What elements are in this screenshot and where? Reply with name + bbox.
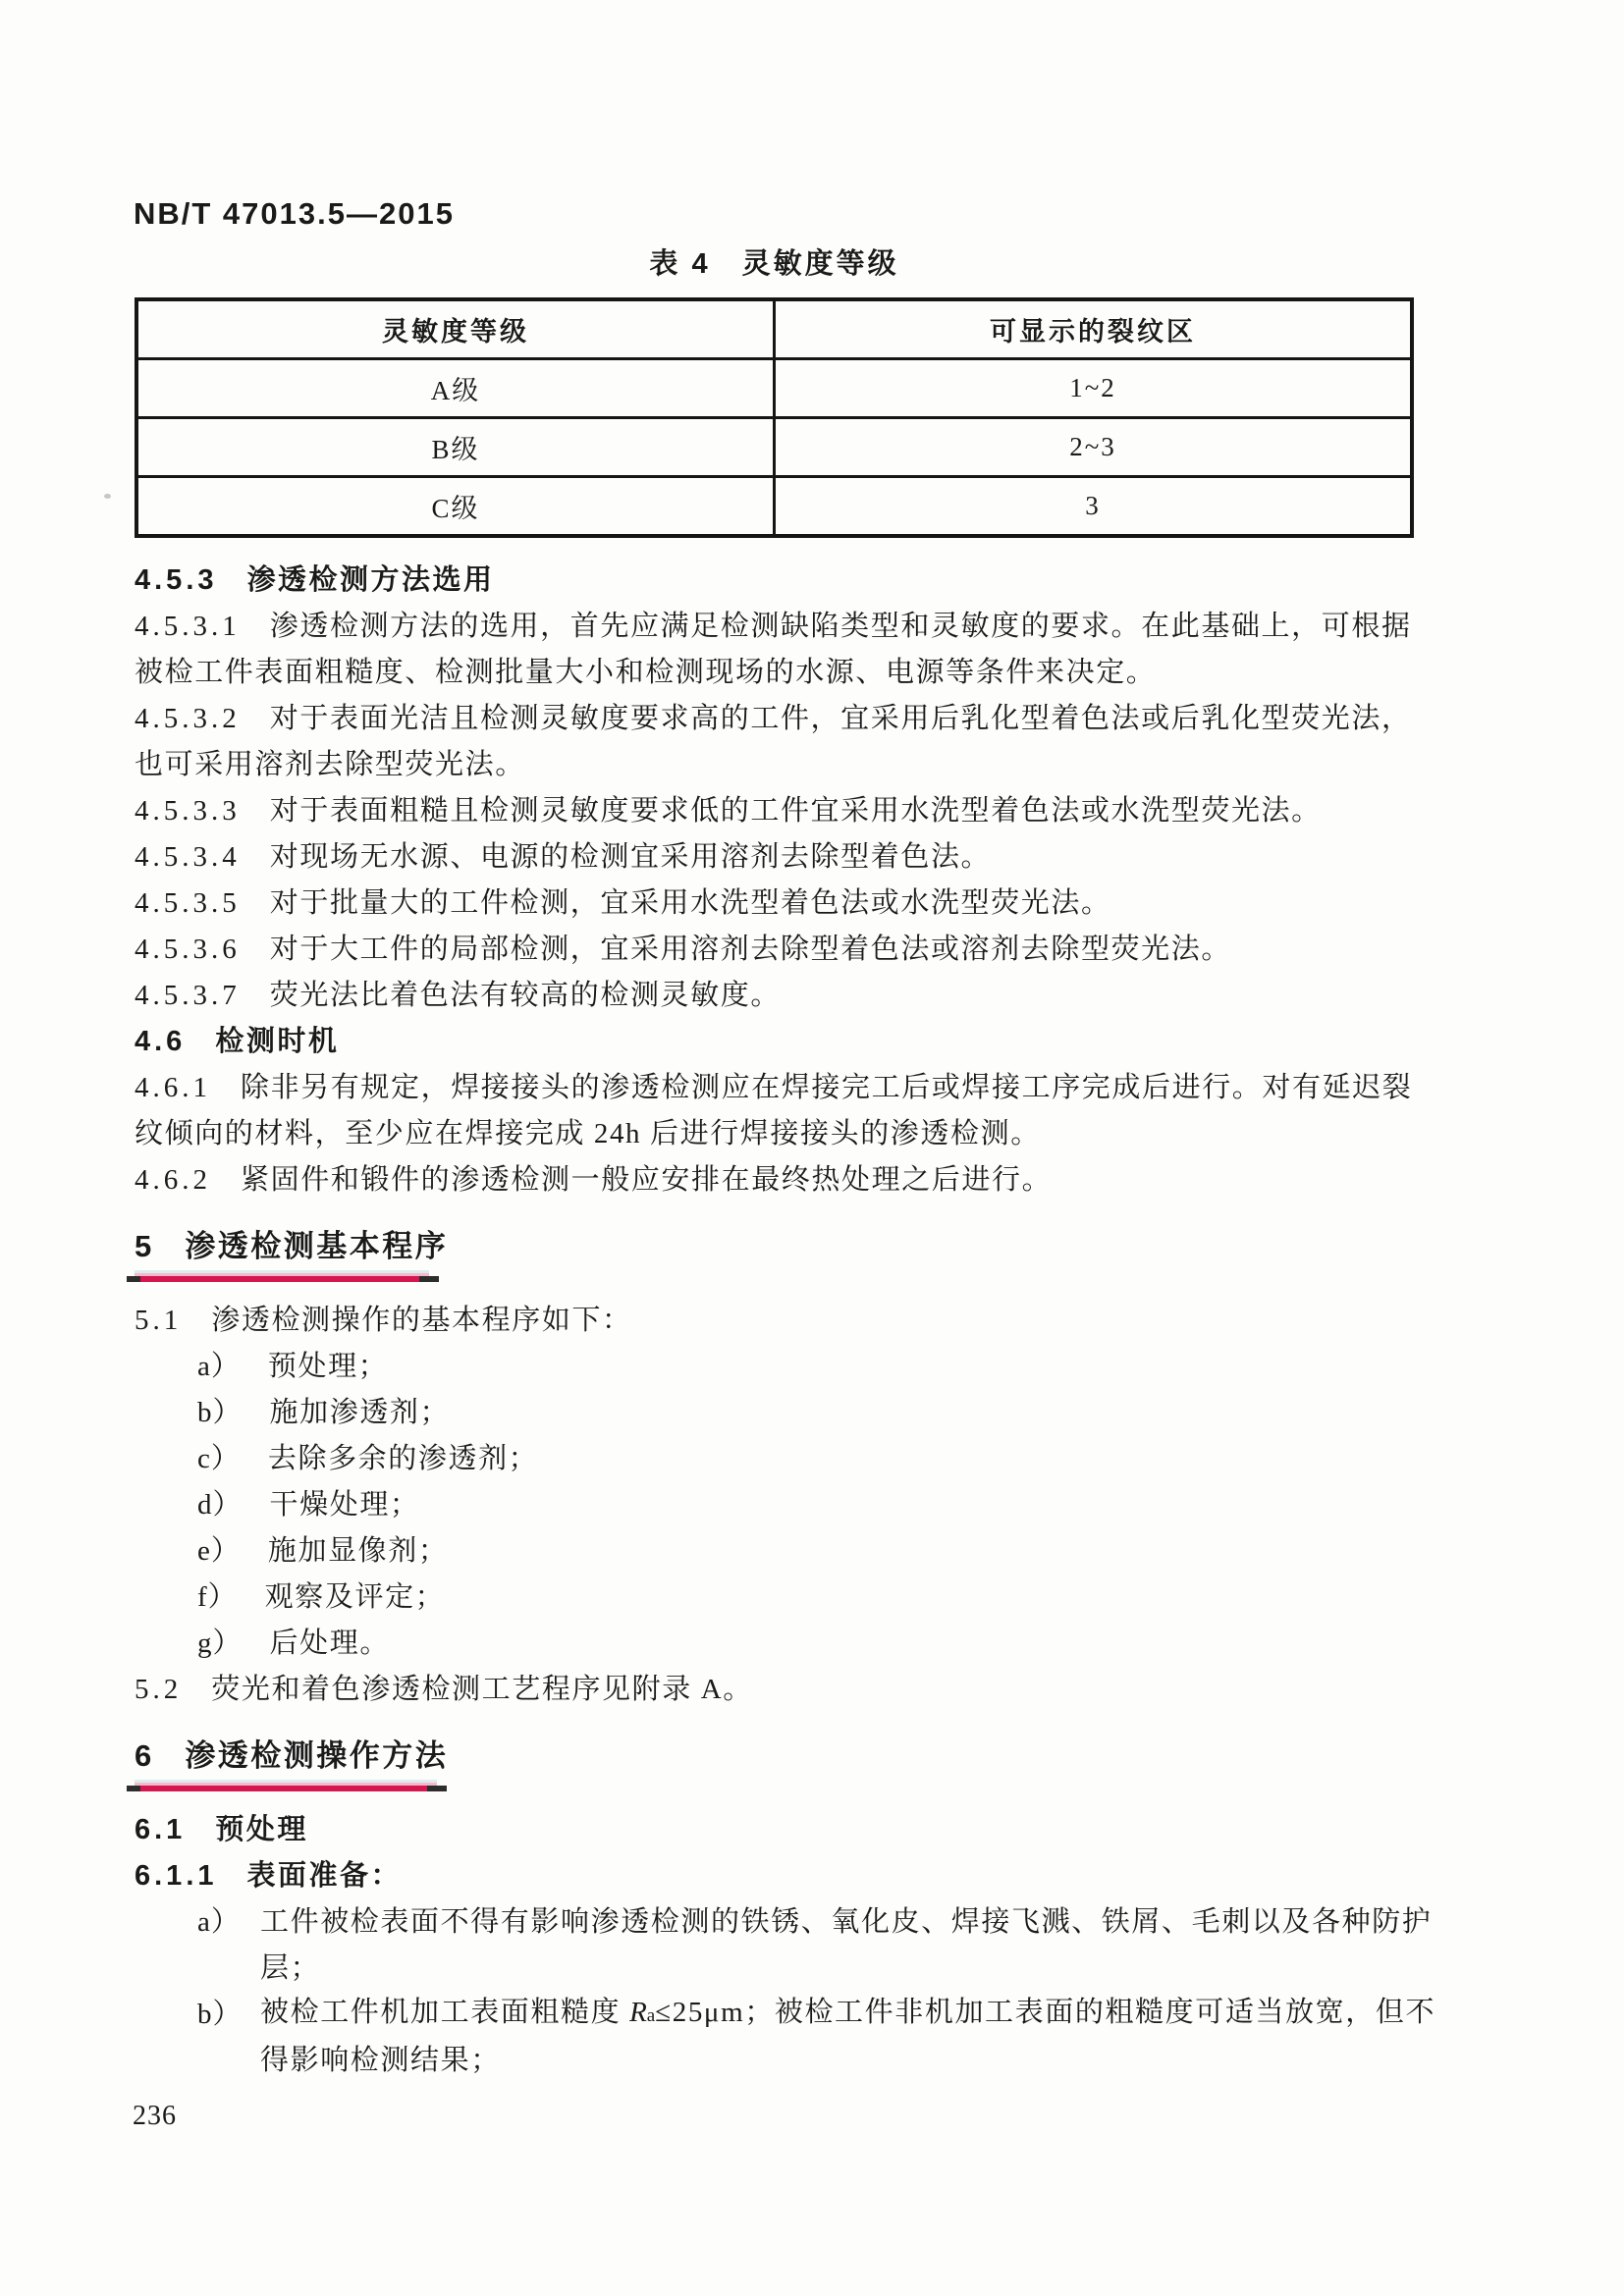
cell-level-c: C级 [136, 477, 775, 537]
clause-number: 6.1.1 [135, 1860, 218, 1892]
list-item-a [135, 1344, 1450, 1390]
roughness-text-pre: 被检工件机加工表面粗糙度 [260, 1996, 630, 2028]
clause-4-5-3-1-line-2 [135, 650, 1450, 696]
clause-6-1-1-heading [135, 1853, 1450, 1899]
roughness-subscript: a [646, 2005, 656, 2027]
col-header-sensitivity-level: 灵敏度等级 [136, 299, 775, 359]
table-row [136, 418, 1412, 477]
clause-text: 对于表面光洁且检测灵敏度要求高的工件，宜采用后乳化型着色法或后乳化型荧光法， [269, 703, 1412, 734]
clause-4-5-3-6 [135, 927, 1450, 973]
clause-4-6-1-line-2 [135, 1111, 1450, 1157]
list-label: d） [197, 1489, 243, 1521]
list-label: e） [197, 1535, 241, 1567]
table-caption: 表 4 灵敏度等级 [649, 248, 899, 280]
list-text: 干燥处理； [269, 1489, 420, 1521]
body-text [135, 558, 1450, 2084]
list-item-c [135, 1436, 1450, 1482]
list-label: a） [197, 1351, 241, 1382]
clause-text: 对于表面粗糙且检测灵敏度要求低的工件宜采用水洗型着色法或水洗型荧光法。 [269, 795, 1322, 827]
clause-number: 4.5.3 [135, 564, 218, 596]
clause-text: 荧光法比着色法有较高的检测灵敏度。 [269, 980, 781, 1011]
list-label: a） [197, 1906, 241, 1938]
clause-4-5-3-4 [135, 834, 1450, 881]
list-text: 去除多余的渗透剂； [267, 1443, 539, 1474]
clause-4-5-3-heading [135, 558, 1450, 604]
clause-text: 对于大工件的局部检测，宜采用溶剂去除型着色法或溶剂去除型荧光法。 [269, 934, 1231, 965]
clause-4-5-3-7 [135, 973, 1450, 1019]
clause-number: 4.5.3.2 [135, 703, 241, 734]
chapter-6-heading [135, 1733, 1450, 1779]
list-item-f [135, 1575, 1450, 1621]
list-label: b） [197, 1397, 243, 1428]
doc-number: NB/T 47013.5—2015 [134, 196, 455, 231]
clause-text: 也可采用溶剂去除型荧光法。 [135, 749, 525, 780]
list-item-d [135, 1482, 1450, 1528]
clause-text: 渗透检测方法的选用，首先应满足检测缺陷类型和灵敏度的要求。在此基础上，可根据 [269, 611, 1412, 642]
clause-number: 6.1 [135, 1814, 187, 1845]
table-4-block [135, 241, 1414, 538]
clause-4-5-3-1-line-1 [135, 604, 1450, 650]
clause-text: 紧固件和锻件的渗透检测一般应安排在最终热处理之后进行。 [241, 1164, 1053, 1196]
list-text: 后处理。 [269, 1628, 390, 1659]
clause-title: 检测时机 [215, 1026, 340, 1057]
chapter-number: 6 [135, 1738, 156, 1773]
clause-number: 4.5.3.6 [135, 934, 241, 965]
list-item-611-b-line-1 [135, 1992, 1450, 2038]
red-underline [135, 1276, 429, 1282]
chapter-5-heading-block [135, 1223, 1450, 1282]
list-label: c） [197, 1443, 241, 1474]
table-header-row [136, 299, 1412, 359]
roughness-text-post: ≤25μm；被检工件非机加工表面的粗糙度可适当放宽，但不 [655, 1996, 1436, 2028]
sensitivity-table [135, 297, 1414, 538]
clause-title: 表面准备： [246, 1860, 403, 1892]
clause-number: 5.2 [135, 1674, 183, 1705]
chapter-number: 5 [135, 1229, 156, 1263]
list-text [260, 1996, 1436, 2032]
list-text: 层； [260, 1952, 321, 1984]
col-header-crack-zone: 可显示的裂纹区 [775, 299, 1413, 359]
clause-5-1 [135, 1298, 1450, 1344]
page-number: 236 [133, 2100, 177, 2131]
clause-title: 预处理 [215, 1814, 308, 1845]
list-text: 观察及评定； [264, 1581, 446, 1613]
cell-zone-c: 3 [775, 477, 1413, 537]
clause-number: 4.6.2 [135, 1164, 211, 1196]
table-row [136, 477, 1412, 537]
clause-4-5-3-2-line-2 [135, 742, 1450, 788]
table-row [136, 359, 1412, 418]
clause-number: 4.6 [135, 1026, 187, 1057]
clause-title: 渗透检测方法选用 [246, 564, 495, 596]
list-label: f） [197, 1581, 238, 1613]
list-item-611-a-line-1 [135, 1899, 1450, 1946]
clause-number: 4.5.3.4 [135, 841, 241, 873]
clause-6-1-heading [135, 1807, 1450, 1853]
chapter-5-heading [135, 1223, 1450, 1269]
roughness-symbol: R [629, 1996, 647, 2028]
list-item-g [135, 1621, 1450, 1667]
list-item-611-a-line-2 [135, 1946, 1450, 1992]
clause-number: 4.5.3.1 [135, 611, 241, 642]
clause-text: 除非另有规定，焊接接头的渗透检测应在焊接完工后或焊接工序完成后进行。对有延迟裂 [241, 1072, 1413, 1103]
cell-level-a: A级 [136, 359, 775, 418]
clause-number: 4.6.1 [135, 1072, 211, 1103]
clause-text: 被检工件表面粗糙度、检测批量大小和检测现场的水源、电源等条件来决定。 [135, 657, 1157, 688]
chapter-6-heading-block [135, 1733, 1450, 1791]
clause-text: 对于批量大的工件检测，宜采用水洗型着色法或水洗型荧光法。 [269, 887, 1111, 919]
cell-zone-b: 2~3 [775, 418, 1413, 477]
clause-4-6-1-line-1 [135, 1065, 1450, 1111]
clause-text: 纹倾向的材料，至少应在焊接完成 24h 后进行焊接接头的渗透检测。 [135, 1118, 1041, 1149]
clause-number: 5.1 [135, 1305, 183, 1336]
clause-text: 荧光和着色渗透检测工艺程序见附录 A。 [211, 1674, 753, 1705]
clause-4-5-3-2-line-1 [135, 696, 1450, 742]
clause-4-6-heading [135, 1019, 1450, 1065]
clause-4-5-3-3 [135, 788, 1450, 834]
clause-text: 渗透检测操作的基本程序如下： [211, 1305, 632, 1336]
clause-number: 4.5.3.5 [135, 887, 241, 919]
chapter-title: 渗透检测操作方法 [185, 1738, 449, 1773]
list-label: g） [197, 1628, 243, 1659]
clause-number: 4.5.3.7 [135, 980, 241, 1011]
scan-speck [104, 494, 111, 499]
list-item-611-b-line-2 [135, 2038, 1450, 2084]
list-text: 预处理； [267, 1351, 389, 1382]
list-text: 施加显像剂； [267, 1535, 449, 1567]
list-text: 工件被检表面不得有影响渗透检测的铁锈、氧化皮、焊接飞溅、铁屑、毛刺以及各种防护 [260, 1906, 1433, 1938]
list-text: 得影响检测结果； [260, 2045, 501, 2076]
red-underline [135, 1786, 437, 1791]
cell-level-b: B级 [136, 418, 775, 477]
list-label: b） [197, 1999, 243, 2030]
clause-4-6-2 [135, 1157, 1450, 1203]
clause-text: 对现场无水源、电源的检测宜采用溶剂去除型着色法。 [269, 841, 992, 873]
clause-4-5-3-5 [135, 881, 1450, 927]
list-item-b [135, 1390, 1450, 1436]
clause-number: 4.5.3.3 [135, 795, 241, 827]
cell-zone-a: 1~2 [775, 359, 1413, 418]
clause-5-2 [135, 1667, 1450, 1713]
list-item-e [135, 1528, 1450, 1575]
list-text: 施加渗透剂； [269, 1397, 451, 1428]
chapter-title: 渗透检测基本程序 [185, 1229, 449, 1263]
